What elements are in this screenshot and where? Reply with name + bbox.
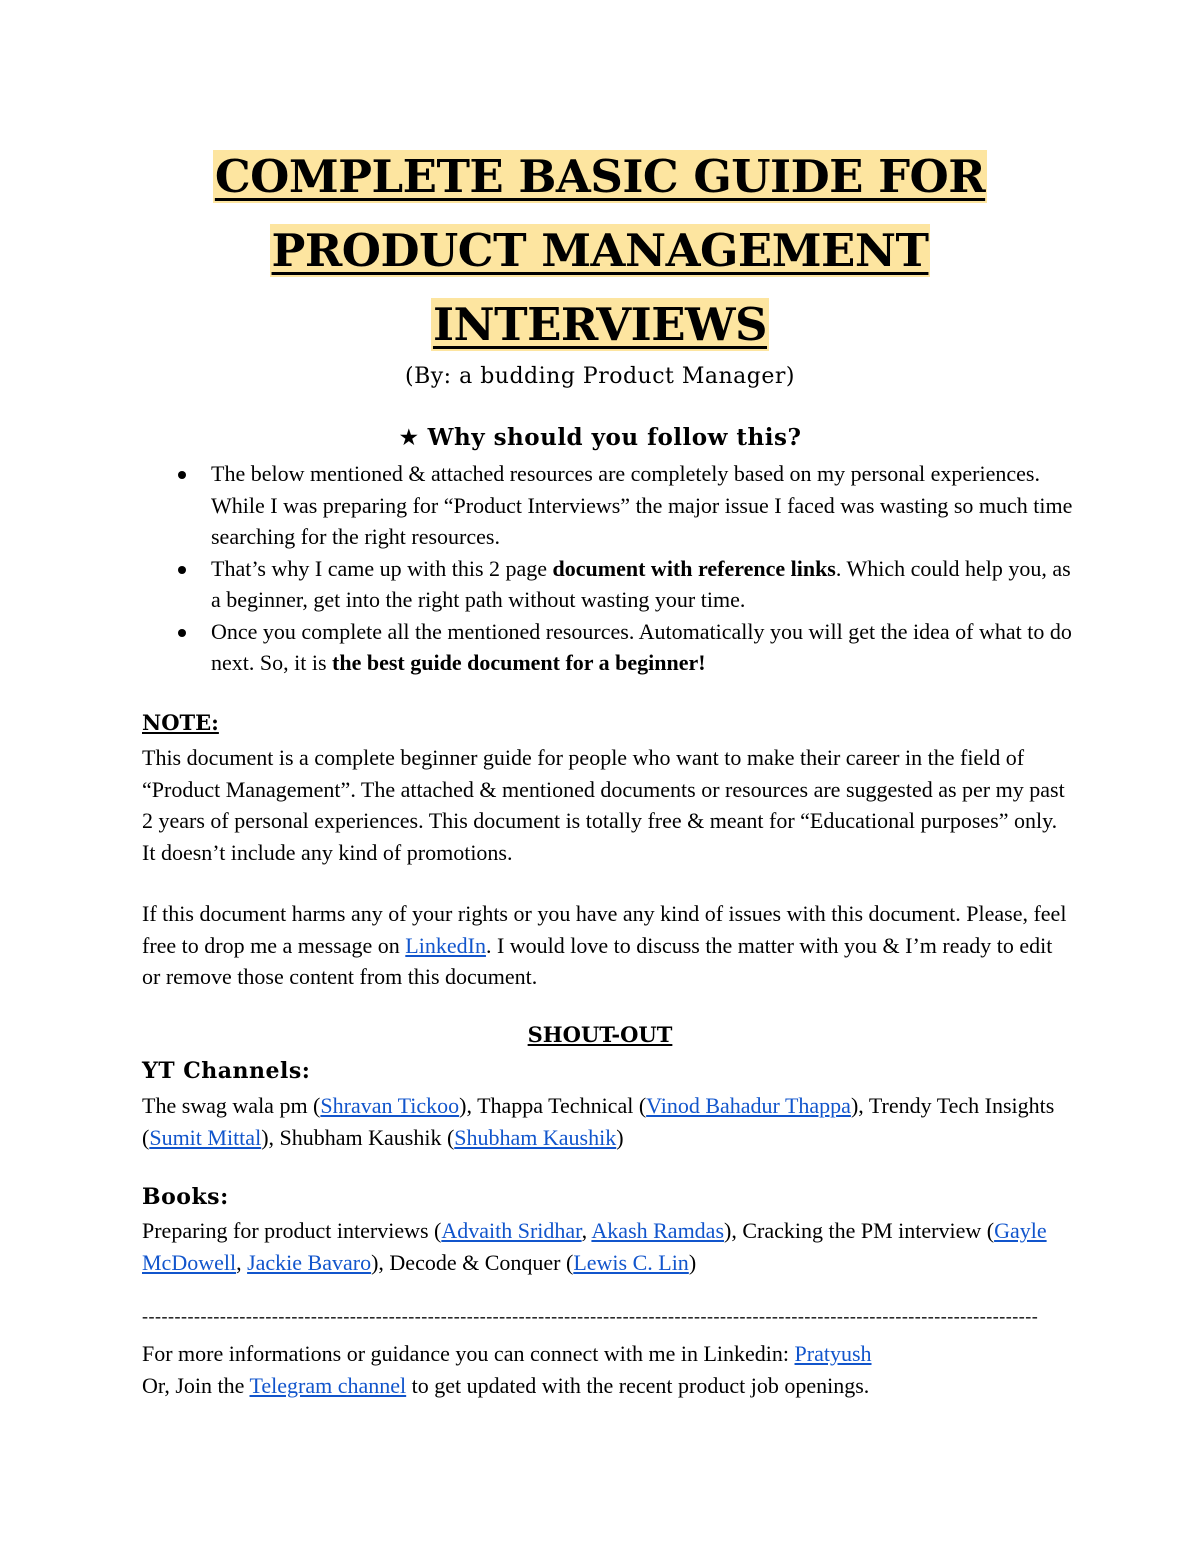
footer-line-2: Or, Join the Telegram channel to get updated with the recent product job openings.: [142, 1372, 870, 1398]
contact-paragraph: If this document harms any of your rights or you have any kind of issues with this document. Please, feel free to drop me a message on LinkedIn. I would love to discuss the matter with you & I’m ready to edit or remove those content from this document.: [142, 901, 1067, 989]
bullet-icon: [178, 566, 186, 574]
bullet-bold-text: the best guide document for a beginner!: [332, 650, 706, 675]
byline: (By: a budding Product Manager): [405, 364, 795, 389]
linkedin-link[interactable]: LinkedIn: [405, 932, 486, 958]
note-heading: NOTE:: [142, 710, 219, 735]
footer-paragraph: [142, 1338, 1072, 1401]
link-vinod-bahadur-thappa[interactable]: Vinod Bahadur Thappa: [646, 1093, 851, 1118]
books-paragraph: Preparing for product interviews (Advaith Sridhar, Akash Ramdas), Cracking the PM interview (Gayle McDowell, Jackie Bavaro), Decode & Conquer (Lewis C. Lin): [142, 1218, 1047, 1275]
list-item: [160, 553, 1080, 616]
note-paragraph: This document is a complete beginner guide for people who want to make their career in the field of “Product Management”. The attached & mentioned documents or resources are suggested as per my past 2 years of personal experiences. This document is totally free & meant for “Educational purposes” only. It doesn’t include any kind of promotions.: [142, 745, 1065, 865]
link-advaith-sridhar[interactable]: Advaith Sridhar: [441, 1218, 582, 1243]
bullet-text: That’s why I came up with this 2 page: [211, 555, 553, 581]
link-jackie-bavaro[interactable]: Jackie Bavaro: [247, 1249, 372, 1275]
title-line-3: INTERVIEWS: [432, 298, 768, 351]
link-sumit-mittal[interactable]: Sumit Mittal: [149, 1124, 262, 1150]
shoutout-heading: SHOUT-OUT: [527, 1022, 673, 1047]
link-shravan-tickoo[interactable]: Shravan Tickoo: [320, 1093, 460, 1118]
bullet-text: . Which could help you, as a beginner, get into the right path without wasting your time.: [211, 555, 1071, 612]
document-title: [0, 140, 1200, 362]
books-heading: Books:: [142, 1184, 229, 1210]
why-heading-text: Why should you follow this?: [427, 424, 802, 451]
link-pratyush[interactable]: Pratyush: [794, 1341, 872, 1366]
bullet-bold-text: document with reference links: [552, 555, 836, 581]
link-akash-ramdas[interactable]: Akash Ramdas: [591, 1218, 725, 1243]
yt-channels-paragraph: The swag wala pm (Shravan Tickoo), Thappa Technical (Vinod Bahadur Thappa), Trendy Tech Insights (Sumit Mittal), Shubham Kaushik (Shubham Kaushik): [142, 1093, 1055, 1150]
list-item: [160, 458, 1080, 553]
bullet-icon: [178, 629, 186, 637]
link-gayle-mcdowell[interactable]: Gayle McDowell: [142, 1218, 1047, 1275]
link-lewis-c-lin[interactable]: Lewis C. Lin: [573, 1249, 689, 1275]
reasons-list: [160, 458, 1080, 679]
bullet-text: The below mentioned & attached resources are completely based on my personal experiences. While I was preparing for “Product Interviews” the major issue I faced was wasting so much time searching for the right resources.: [211, 461, 1073, 549]
footer-line-1: For more informations or guidance you can connect with me in Linkedin: Pratyush: [142, 1341, 872, 1366]
divider: ------------------------------------------------------------------------------------------------------------------------------------------: [142, 1306, 1039, 1326]
link-shubham-kaushik[interactable]: Shubham Kaushik: [454, 1124, 617, 1150]
title-line-1: COMPLETE BASIC GUIDE FOR: [214, 150, 986, 203]
star-icon: ★: [398, 425, 420, 451]
list-item: [160, 616, 1080, 679]
yt-channels-heading: YT Channels:: [142, 1058, 311, 1084]
title-line-2: PRODUCT MANAGEMENT: [271, 224, 929, 277]
why-heading: [0, 424, 1200, 451]
bullet-text: Once you complete all the mentioned resources. Automatically you will get the idea of what to do next. So, it is: [211, 618, 1072, 675]
bullet-icon: [178, 471, 186, 479]
telegram-channel-link[interactable]: Telegram channel: [249, 1372, 407, 1398]
